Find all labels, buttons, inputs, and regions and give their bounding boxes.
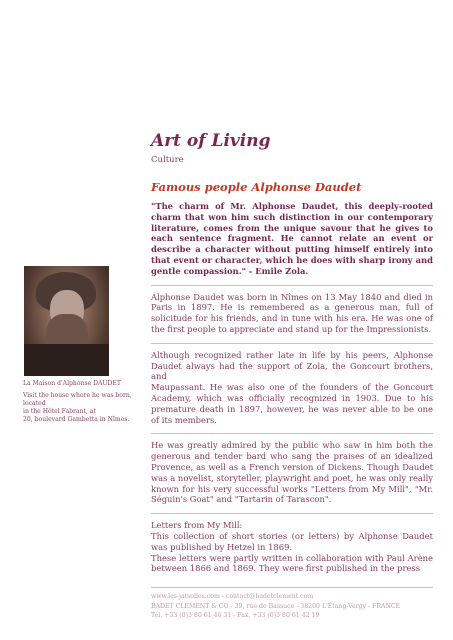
caption-line: in the Hôtel Fabrant, at xyxy=(23,408,96,415)
caption-line: Visit the house where he was born, xyxy=(23,392,132,399)
portrait-photo xyxy=(24,266,109,376)
section-title: Art of Living xyxy=(151,131,271,151)
letters-line: These letters were partly written in collaboration with Paul Arène between 1866 and 1869. They were first published in the press xyxy=(151,552,433,574)
paragraph-academy: Maupassant. He was also one of the founders of the Goncourt Academy, which was officially recognized in 1903. Due to his premature death in 1897, however, he was never able to be one of its members. xyxy=(151,382,433,425)
page-footer xyxy=(151,587,433,621)
footer-web-email[interactable]: www.les-jatsolles.com - contact@badetclement.com xyxy=(151,593,314,600)
portrait-coat xyxy=(24,344,109,376)
footer-phone-fax: Tél. +33 (0)3 80 61 46 31 - Fax. +33 (0)3 80 61 42 19 xyxy=(151,612,320,619)
article-title: Famous people Alphonse Daudet xyxy=(151,180,362,194)
section-subtitle: Culture xyxy=(151,155,184,165)
paragraph-recognition: Although recognized rather late in life by his peers, Alphonse Daudet always had the support of Zola, the Goncourt brothers, and xyxy=(151,349,433,382)
zola-quote: "The charm of Mr. Alphonse Daudet, this deeply-rooted charm that won him such distinction in our contemporary literature, comes from the unique savour that he gives to each sentence fragment. He cannot relate an event or describe a character without putting himself entirely into that event or character, which he does with sharp irony and gentle compassion." - Emile Zola. xyxy=(151,201,433,276)
letters-line: This collection of short stories (or letters) by Alphonse Daudet was published by Hetzel in 1869. xyxy=(151,530,433,552)
footer-address: BADET CLEMENT & CO - 39, rue de Bassuce - 38200 L'Étang-Vergy - FRANCE xyxy=(151,602,401,610)
caption-line: located xyxy=(23,400,46,407)
paragraph-admiration: He was greatly admired by the public who saw in him both the generous and tender bard who sang the praises of an idealized Provence, as well as a French version of Dickens. Though Daudet was a novelist, storyteller, playwright and poet, he was only really known for his very successful works "Letters from My Mill", "Mr. Séguin's Goat" and "Tartarin of Tarascon". xyxy=(151,440,433,505)
main-column xyxy=(151,132,433,574)
paragraph-birth: Alphonse Daudet was born in Nîmes on 13 May 1840 and died in Paris in 1897. He is remembered as a generous man, full of solicitude for his friends, and in tune with his era. He was one of the first people to appreciate and stand up for the Impressionists. xyxy=(151,291,433,334)
letters-heading: Letters from My Mill: xyxy=(151,520,243,531)
photo-caption xyxy=(23,380,133,424)
caption-line: 20, boulevard Gambetta in Nîmes. xyxy=(23,416,130,423)
caption-title: La Maison d'Alphonse DAUDET xyxy=(23,380,121,387)
